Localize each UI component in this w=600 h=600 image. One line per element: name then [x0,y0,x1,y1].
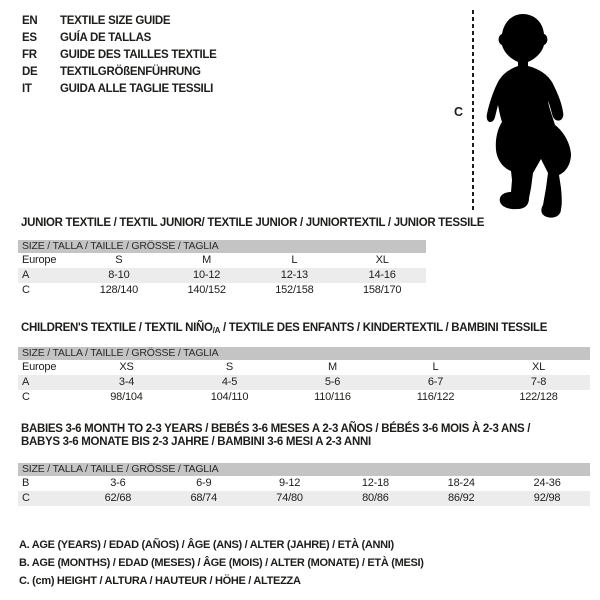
row-label: B [22,477,30,489]
title-text: / TEXTILE DES ENFANTS / KINDERTEXTIL / BAMBINI TESSILE [220,322,548,334]
height-cell: 86/92 [447,492,475,504]
height-measure-label: C [454,105,464,119]
row-label: A [22,376,30,388]
language-code: EN [22,14,38,27]
height-cell: 128/140 [99,284,139,296]
age-cell: 6-7 [427,376,444,388]
height-cell: 80/86 [362,492,389,504]
age-cell: 14-16 [368,269,396,281]
measure-legend [19,536,424,590]
section-title: JUNIOR TEXTILE / TEXTIL JUNIOR/ TEXTILE JUNIOR / JUNIORTEXTIL / JUNIOR TESSILE [21,217,485,229]
table-row [18,253,426,268]
language-title: GUÍA DE TALLAS [60,31,151,44]
age-cell: 7-8 [530,376,547,388]
size-cell: S [115,254,123,266]
size-cell: M [328,361,337,373]
table-row [18,491,590,506]
language-code: ES [22,31,37,44]
legend-age-years: A. AGE (YEARS) / EDAD (AÑOS) / ÂGE (ANS) / ALTER (JAHRE) / ETÀ (ANNI) [19,539,394,551]
row-label: A [22,269,30,281]
size-cell: S [225,361,234,373]
legend-age-months: B. AGE (MONTHS) / EDAD (MESES) / ÂGE (MOIS) / ALTER (MONATE) / ETÀ (MESI) [19,557,424,569]
list-item [22,46,217,63]
language-title: GUIDE DES TAILLES TEXTILE [60,48,217,61]
size-cell: XL [375,254,389,266]
age-cell: 6-9 [196,477,212,489]
age-cell: 9-12 [278,477,301,489]
height-cell: 92/98 [533,492,561,504]
size-cell: XS [119,361,134,373]
row-label: Europe [22,254,57,266]
height-cell: 116/122 [416,391,455,403]
age-cell: 24-36 [533,477,561,489]
baby-silhouette-icon [485,12,597,218]
junior-textile-section [18,217,485,298]
table-row [18,476,590,491]
list-item [22,12,217,29]
section-title-line2: BABYS 3-6 MONATE BIS 2-3 JAHRE / BAMBINI 3-6 MESI A 2-3 ANNI [21,436,371,448]
height-cell: 110/116 [314,391,351,403]
section-title-line1: BABIES 3-6 MONTH TO 2-3 YEARS / BEBÉS 3-6 MESES A 2-3 AÑOS / BÉBÉS 3-6 MOIS À 2-3 ANS / [21,423,531,435]
language-code: FR [22,48,37,61]
children-textile-section [18,322,590,405]
row-label: C [22,492,30,504]
language-code: DE [22,65,38,78]
height-cell: 122/128 [519,391,558,403]
table-row [18,283,426,298]
age-cell: 12-13 [280,269,308,281]
size-header-bar: SIZE / TALLA / TAILLE / GRÖSSE / TAGLIA [18,463,590,476]
table-row [18,390,590,405]
size-header-bar: SIZE / TALLA / TAILLE / GRÖSSE / TAGLIA [18,240,426,253]
height-cell: 98/104 [110,391,143,403]
row-label: C [22,284,30,296]
age-cell: 4-5 [221,376,238,388]
height-cell: 104/110 [210,391,249,403]
section-title [21,322,590,337]
age-cell: 3-6 [110,477,126,489]
size-header-bar: SIZE / TALLA / TAILLE / GRÖSSE / TAGLIA [18,347,590,360]
size-cell: L [291,254,298,266]
list-item [22,29,217,46]
language-code: IT [22,82,32,95]
list-item [22,80,217,97]
row-label: C [22,391,30,403]
table-row [18,268,426,283]
language-list [22,12,217,97]
height-cell: 140/152 [187,284,226,296]
size-cell: M [202,254,212,266]
table-row [18,360,590,375]
size-cell: L [432,361,439,373]
language-title: TEXTILGRÖßENFÜHRUNG [60,65,201,78]
height-dashed-line [472,10,474,212]
height-cell: 152/158 [275,284,314,296]
age-cell: 8-10 [108,269,130,281]
list-item [22,63,217,80]
height-cell: 158/170 [362,284,402,296]
table-row [18,375,590,390]
language-title: GUIDA ALLE TAGLIE TESSILI [60,82,214,95]
age-cell: 12-18 [361,477,389,489]
age-cell: 10-12 [193,269,221,281]
legend-height-cm: C. (cm) HEIGHT / ALTURA / HAUTEUR / HÖHE / ALTEZZA [19,575,301,587]
age-cell: 3-4 [118,376,135,388]
height-cell: 68/74 [190,492,217,504]
row-label: Europe [22,361,57,373]
language-title: TEXTILE SIZE GUIDE [60,14,171,27]
height-cell: 74/80 [276,492,303,504]
title-subscript: /A [212,326,221,335]
age-cell: 5-6 [324,376,341,388]
age-cell: 18-24 [447,477,475,489]
height-cell: 62/68 [104,492,132,504]
title-text: CHILDREN'S TEXTILE / TEXTIL NIÑO [21,322,213,334]
babies-textile-section [18,423,590,506]
size-cell: XL [531,361,546,373]
